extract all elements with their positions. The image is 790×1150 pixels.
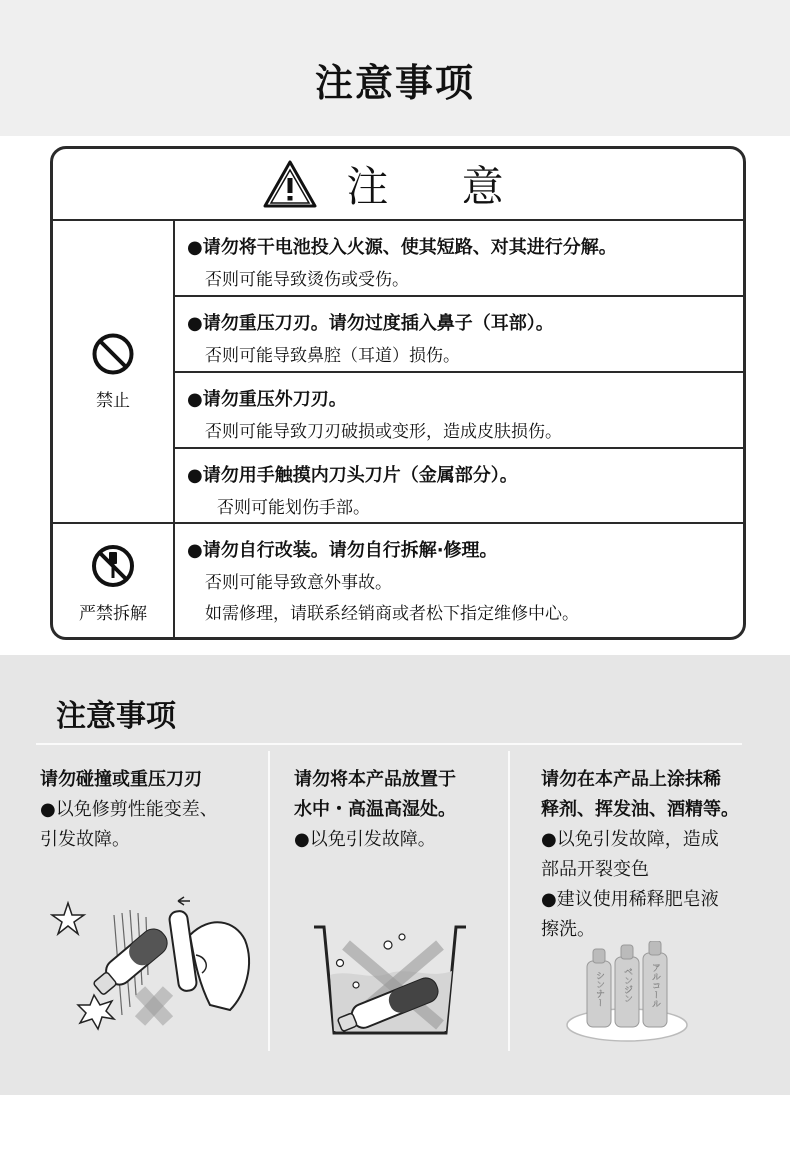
caution-table xyxy=(50,146,746,640)
note-card-line: ●以免修剪性能变差、 xyxy=(40,799,218,820)
caution-row-sub: 否则可能划伤手部。 xyxy=(217,498,370,518)
caution-row-sub: 否则可能导致烫伤或受伤。 xyxy=(205,270,409,290)
caution-row xyxy=(175,221,743,295)
caution-header-text: 注 意 xyxy=(346,162,534,211)
notes-title: 注意事项 xyxy=(56,699,176,734)
caution-row-main: ●请勿重压外刀刃。 xyxy=(187,389,347,410)
note-card-line: 擦洗。 xyxy=(541,919,595,940)
bottle-label: シンナー xyxy=(594,971,604,1007)
caution-row-main: ●请勿重压刀刃。请勿过度插入鼻子（耳部）。 xyxy=(187,313,554,334)
water-basin-illustration xyxy=(310,915,470,1045)
notes-section xyxy=(0,655,790,1095)
prohibited-label: 禁止 xyxy=(96,391,130,411)
caution-row-main: ●请勿将干电池投入火源、使其短路、对其进行分解。 xyxy=(187,237,617,258)
note-card-line: 部品开裂变色 xyxy=(541,859,649,880)
no-disassembly-icon xyxy=(90,543,136,589)
no-disassembly-cell xyxy=(53,524,175,640)
caution-header xyxy=(53,149,743,221)
caution-row xyxy=(175,449,743,522)
note-card-impact xyxy=(40,765,260,855)
note-card-title: 请勿将本产品放置于 xyxy=(294,769,456,790)
prohibited-icon xyxy=(91,332,135,376)
solvent-bottles-illustration xyxy=(565,941,695,1045)
caution-row-main: ●请勿用手触摸内刀头刀片（金属部分）。 xyxy=(187,465,518,486)
caution-row xyxy=(175,524,743,640)
caution-row-sub: 否则可能导致意外事故。 xyxy=(205,573,392,593)
note-card-solvents xyxy=(541,765,771,945)
warning-triangle-icon xyxy=(262,159,318,209)
note-card-line: ●以免引发故障。 xyxy=(294,829,436,850)
note-card-title: 水中・高温高湿处。 xyxy=(294,799,456,820)
caution-row-sub: 否则可能导致刀刃破损或变形，造成皮肤损伤。 xyxy=(205,422,562,442)
caution-row-sub: 如需修理，请联系经销商或者松下指定维修中心。 xyxy=(205,604,579,624)
dropped-trimmer-illustration xyxy=(50,895,260,1035)
column-divider xyxy=(268,751,270,1051)
note-card-line: ●建议使用稀释肥皂液 xyxy=(541,889,719,910)
note-card-line: 引发故障。 xyxy=(40,829,130,850)
caution-row-sub: 否则可能导致鼻腔（耳道）损伤。 xyxy=(205,346,460,366)
note-card-water xyxy=(294,765,514,855)
page-title: 注意事项 xyxy=(314,61,475,105)
caution-row xyxy=(175,373,743,447)
note-card-line: ●以免引发故障，造成 xyxy=(541,829,719,850)
caution-row-main: ●请勿自行改装。请勿自行拆解·修理。 xyxy=(187,540,498,561)
bottle-label: アルコール xyxy=(650,963,660,1008)
notes-rule xyxy=(36,743,742,745)
no-disassembly-label: 严禁拆解 xyxy=(79,604,147,624)
prohibited-cell xyxy=(53,221,175,522)
bottle-label: ベンジン xyxy=(622,967,632,1003)
caution-row xyxy=(175,297,743,371)
note-card-title: 释剂、挥发油、酒精等。 xyxy=(541,799,739,820)
note-card-title: 请勿碰撞或重压刀刃 xyxy=(40,769,202,790)
note-card-title: 请勿在本产品上涂抹稀 xyxy=(541,769,721,790)
